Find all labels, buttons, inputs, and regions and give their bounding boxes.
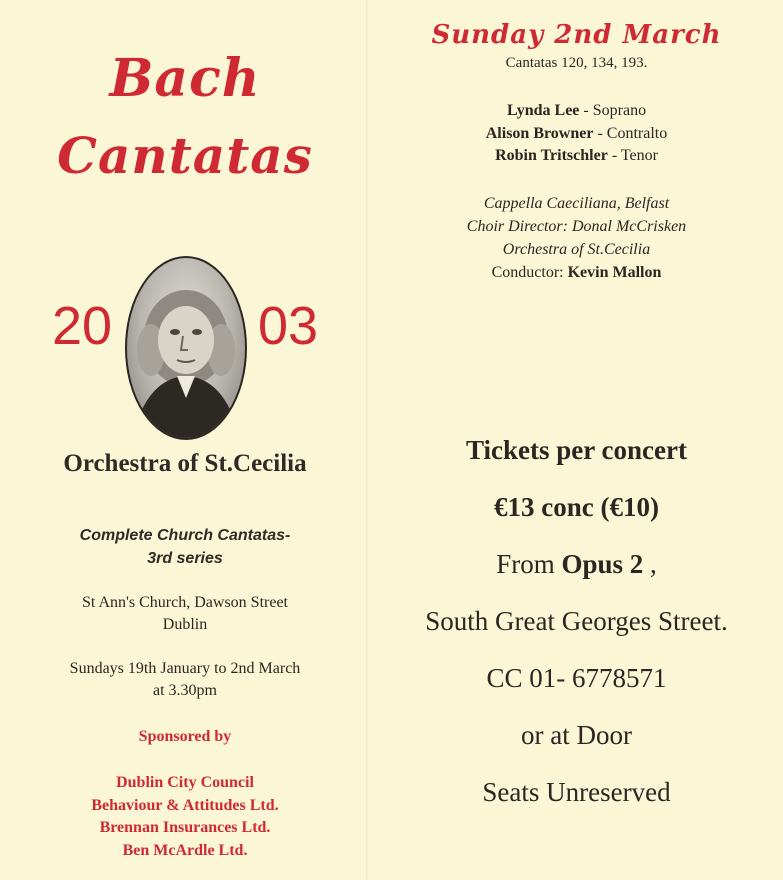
- soloist-voice: - Contralto: [593, 124, 668, 142]
- ticket-info: [370, 422, 783, 821]
- year-right: 03: [258, 296, 319, 356]
- choir-name: Cappella Caeciliana, Belfast: [483, 195, 670, 212]
- sponsor-item: Ben McArdle Ltd.: [122, 841, 248, 859]
- conductor-credit: [370, 261, 783, 284]
- conductor-label: Conductor:: [491, 264, 568, 281]
- conductor-name: Kevin Mallon: [567, 264, 662, 281]
- soloist-row: [370, 100, 783, 123]
- series-line-2: 3rd series: [147, 550, 223, 567]
- title-bach: Bach: [109, 48, 261, 109]
- sponsor-item: Brennan Insurances Ltd.: [99, 819, 271, 836]
- choir-director: Choir Director: Donal McCrisken: [466, 218, 687, 235]
- from-label: From: [496, 549, 562, 579]
- soloist-voice: - Tenor: [607, 147, 658, 164]
- sponsor-item: Dublin City Council: [116, 774, 254, 791]
- sponsor-list: [0, 772, 370, 862]
- ensemble-credits: [370, 192, 783, 284]
- soloist-list: [370, 100, 783, 168]
- sponsor-item: Behaviour & Attitudes Ltd.: [91, 796, 279, 814]
- soloist-row: [370, 145, 783, 168]
- orchestra-credit: Orchestra of St.Cecilia: [502, 241, 651, 258]
- sponsored-by-heading: Sponsored by: [138, 728, 232, 745]
- ticket-outlet: [370, 536, 783, 593]
- venue-line-2: Dublin: [162, 616, 208, 633]
- shop-name: Opus 2: [561, 549, 644, 579]
- portrait-illustration: [127, 258, 245, 438]
- phone-number: CC 01- 6778571: [486, 663, 667, 693]
- seating-note: Seats Unreserved: [482, 777, 671, 807]
- bach-portrait: [125, 256, 247, 440]
- shop-address: South Great Georges Street.: [425, 606, 728, 636]
- dates-line-1: Sundays 19th January to 2nd March: [69, 660, 301, 677]
- left-panel: [0, 0, 370, 880]
- soloist-voice: - Soprano: [579, 102, 647, 119]
- soloist-name: Robin Tritschler: [495, 147, 608, 164]
- tickets-heading: Tickets per concert: [466, 435, 687, 465]
- door-sales: or at Door: [521, 720, 632, 750]
- venue-line-1: St Ann's Church, Dawson Street: [82, 594, 288, 611]
- venue: [0, 592, 370, 636]
- cantata-numbers: Cantatas 120, 134, 193.: [505, 55, 648, 71]
- year-left: 20: [52, 296, 113, 356]
- dates-line-2: at 3.30pm: [153, 682, 217, 699]
- soloist-name: Lynda Lee: [506, 102, 580, 119]
- soloist-row: [370, 123, 783, 146]
- right-panel: [370, 0, 783, 880]
- concert-date-heading: Sunday 2nd March: [431, 20, 722, 50]
- from-suffix: ,: [643, 549, 657, 579]
- orchestra-name: Orchestra of St.Cecilia: [63, 450, 307, 477]
- title-cantatas: Cantatas: [57, 126, 313, 185]
- series-title: [0, 524, 370, 570]
- concert-dates: [0, 658, 370, 702]
- series-line-1: Complete Church Cantatas-: [79, 527, 291, 544]
- ticket-price: €13 conc (€10): [494, 492, 659, 522]
- fold-line: [366, 0, 368, 880]
- soloist-name: Alison Browner: [485, 124, 594, 142]
